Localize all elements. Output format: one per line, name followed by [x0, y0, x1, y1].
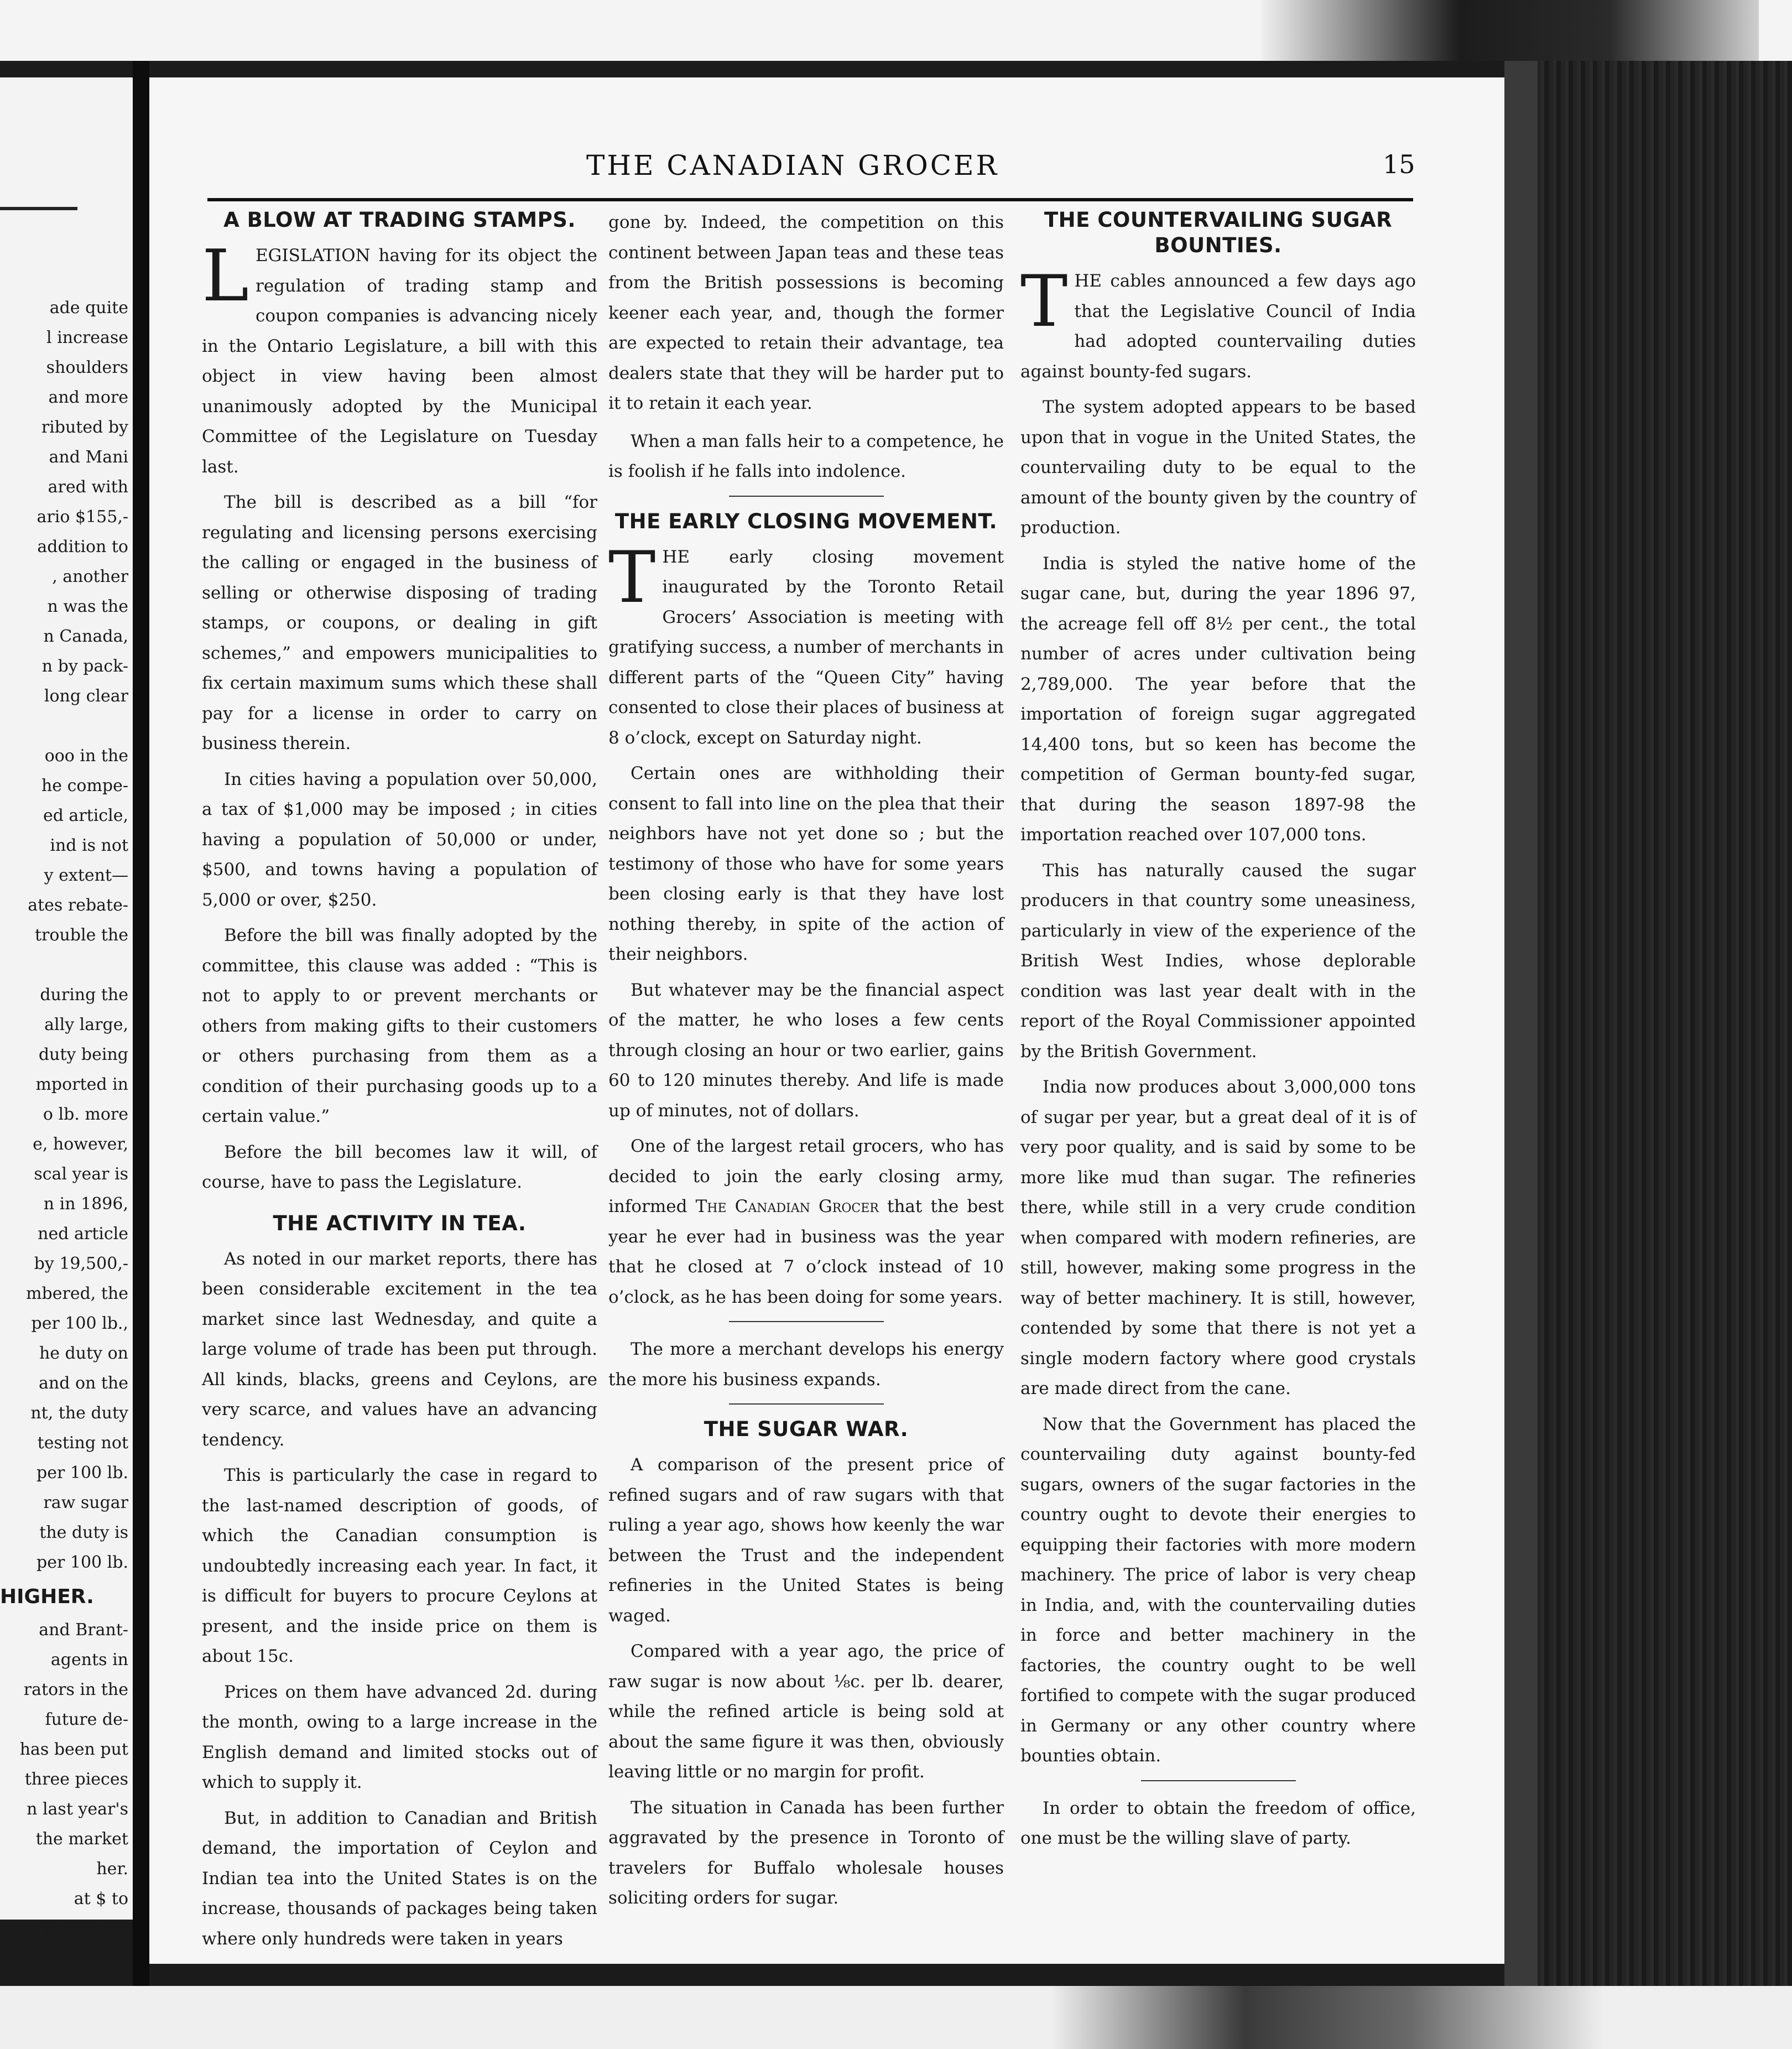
facing-page-line: three pieces	[24, 1770, 128, 1789]
facing-page-line	[0, 950, 133, 980]
facing-page-line: future de-	[45, 1710, 128, 1729]
facing-page-line: he compe-	[41, 776, 128, 795]
article-paragraph: The system adopted appears to be based upon that in vogue in the United States, the countervailing duty to be equal to the amount of the bounty given by the country of production.	[1020, 397, 1416, 538]
article-paragraph: One of the largest retail grocers, who has decided to join the early closing army, informed The Canadian Grocer that the best year he ever had in business was the year that he closed at 7 o’clock instead of 10 o’clock, as he has been doing for some years.	[608, 1136, 1004, 1307]
facing-page-line: ates rebate-	[28, 896, 128, 915]
facing-page-line: the market	[35, 1829, 128, 1849]
headline-trading-stamps: A BLOW AT TRADING STAMPS.	[223, 208, 576, 232]
facing-page-line: and on the	[39, 1374, 128, 1393]
facing-page-line: y extent—	[44, 866, 128, 885]
facing-page-line: n by pack-	[41, 657, 128, 676]
drop-cap: T	[1020, 261, 1068, 343]
facing-page-line: duty being	[38, 1045, 128, 1064]
header-rule	[207, 198, 1413, 201]
facing-page-line: o lb. more	[43, 1105, 128, 1124]
headline-activity-in-tea: THE ACTIVITY IN TEA.	[273, 1211, 527, 1235]
facing-page-rule	[0, 207, 77, 210]
separator-rule	[729, 1403, 884, 1405]
facing-page-line: agents in	[50, 1650, 128, 1670]
facing-page-line: addition to	[37, 537, 128, 557]
book-page-edges	[1504, 61, 1792, 1986]
facing-page-line: o, and -lb.	[44, 1919, 128, 1938]
facing-page-line: per 100 lb.	[37, 1553, 128, 1572]
page-number: 15	[1383, 149, 1415, 179]
scan-smear-bottom	[1051, 1986, 1604, 2049]
facing-page-line: has been put	[19, 1740, 128, 1759]
article-paragraph: THE early closing movement inaugurated by the Toronto Retail Grocers’ Association is meeting with gratifying success, a number of merchants in different parts of the “Queen City” having consented to close their places of business at 8 o’clock, except on Saturday night.	[608, 536, 1004, 748]
facing-page-line: trouble the	[35, 925, 128, 945]
facing-page-line: during the	[40, 985, 128, 1005]
column-1	[202, 207, 597, 1959]
facing-page-line: e, however,	[33, 1135, 128, 1154]
article-paragraph: India is styled the native home of the sugar cane, but, during the year 1896 97, the acreage fell off 8½ per cent., the total number of acres under cultivation being 2,789,000. The year before that the importation of foreign sugar aggregated 14,400 tons, but so keen has become the competition of German bounty-fed sugar, that during the season 1897-98 the importation reached over 107,000 tons.	[1020, 553, 1416, 845]
facing-page-line: shoulders	[46, 358, 128, 377]
article-paragraph: As noted in our market reports, there has been considerable excitement in the tea market since last Wednesday, and quite a large volume of trade has been put through. All kinds, blacks, greens and Ceylons, are very scarce, and values have an advancing tendency.	[202, 1249, 597, 1450]
article-paragraph: India now produces about 3,000,000 tons of sugar per year, but a great deal of it is of very poor quality, and is said by some to be more like mud than sugar. The refineries there, while still in a very crude condition when compared with modern refineries, are still, however, making some progress in the way of better machinery. It is still, however, contended by some that there is not yet a single modern factory where good crystals are made direct from the cane.	[1020, 1077, 1416, 1398]
article-paragraph: Compared with a year ago, the price of raw sugar is now about ⅛c. per lb. dearer, while the refined article is being sold at about the same figure it was then, obviously leaving little or no margin for profit.	[608, 1641, 1004, 1782]
article-paragraph: The bill is described as a bill “for regulating and licensing persons exercising the calling or engaged in the business of selling or otherwise disposing of trading stamps, or coupons, or dealing in gift schemes,” and empowers municipalities to fix certain maximum sums which these shall pay for a license in order to carry on business therein.	[202, 492, 597, 753]
facing-page-line: per 100 lb.,	[31, 1314, 128, 1333]
facing-page-line: mbered, the	[26, 1284, 128, 1303]
running-head-title: THE CANADIAN GROCER	[586, 149, 999, 181]
facing-page-line: by 19,500,-	[34, 1254, 128, 1273]
scan-bottom-margin	[0, 1986, 1792, 2049]
article-paragraph: But, in addition to Canadian and British demand, the importation of Ceylon and Indian tea into the United States is on the increase, thousands of packages being taken where only hundreds were taken in years	[202, 1808, 597, 1949]
facing-page-line: nt, the duty	[30, 1403, 128, 1423]
filler-quote: When a man falls heir to a competence, he is foolish if he falls into indolence.	[608, 431, 1004, 481]
headline-sugar-war: THE SUGAR WAR.	[704, 1417, 909, 1441]
facing-page-line: ributed by	[41, 418, 128, 437]
headline-countervailing-bounties: THE COUNTERVAILING SUGAR BOUNTIES.	[1044, 208, 1393, 257]
facing-page-line: n was the	[47, 597, 128, 616]
facing-page-line: rators in the	[23, 1680, 128, 1699]
article-paragraph: In cities having a population over 50,000, a tax of $1,000 may be imposed ; in cities having a population of 50,000 or under, $500, and towns having a population of 5,000 or over, $250.	[202, 769, 597, 910]
drop-cap: T	[608, 536, 656, 619]
filler-quote: In order to obtain the freedom of office, one must be the willing slave of party.	[1020, 1798, 1416, 1848]
facing-page-line: , another	[52, 567, 128, 586]
publication-name: The Canadian Grocer	[695, 1197, 879, 1216]
article-paragraph: A comparison of the present price of refined sugars and of raw sugars with that ruling a year ago, shows how keenly the war between the Trust and the independent refineries in the United States is being waged.	[608, 1455, 1004, 1626]
facing-page-line: ally large,	[44, 1015, 128, 1034]
facing-page-line	[0, 711, 133, 741]
facing-page-line: l increase	[46, 328, 128, 347]
facing-page-lines	[0, 293, 133, 1578]
facing-page-line: ed article,	[43, 806, 128, 825]
article-paragraph: Now that the Government has placed the countervailing duty against bounty-fed sugars, owners of the sugar factories in the country ought to devote their energies to equipping their factories with more modern machinery. The price of labor is very cheap in India, and, with the countervailing duties in force and better machinery in the factories, the country ought to be well fortified to compete with the sugar produced in Germany or any other country where bounties obtain.	[1020, 1414, 1416, 1766]
facing-page-line: raw sugar	[43, 1493, 128, 1512]
facing-page-line: long clear	[44, 687, 128, 706]
article-paragraph: The situation in Canada has been further aggravated by the presence in Toronto of travelers for Buffalo wholesale houses soliciting orders for sugar.	[608, 1797, 1004, 1908]
facing-page-line: ind is not	[50, 836, 128, 855]
facing-page-lines-2	[0, 1615, 133, 1944]
facing-page-line: ared with	[48, 477, 128, 497]
facing-page-line: n Canada,	[43, 627, 128, 646]
facing-page-line: and Mani	[49, 448, 128, 467]
article-paragraph: But whatever may be the financial aspect of the matter, he who loses a few cents through closing an hour or two earlier, gains 60 to 120 minutes thereby. And life is made up of minutes, not of dollars.	[608, 980, 1004, 1121]
scan-top-margin	[0, 0, 1792, 61]
facing-page-line: n last year's	[27, 1800, 128, 1819]
article-paragraph-continued: gone by. Indeed, the competition on this continent between Japan teas and these teas from the British possessions is becoming keener each year, and, though the former are expected to retain their advantage, tea dealers state that they will be harder put to it to retain it each year.	[608, 212, 1004, 413]
drop-cap: L	[202, 235, 249, 318]
headline-early-closing: THE EARLY CLOSING MOVEMENT.	[614, 509, 998, 533]
facing-page-heading: HIGHER.	[0, 1585, 94, 1608]
filler-quote: The more a merchant develops his energy the more his business expands.	[608, 1339, 1004, 1390]
article-paragraph: Certain ones are withholding their consent to fall into line on the plea that their neighbors have not yet done so ; but the testimony of those who have for some years been closing early is that they have lost nothing thereby, in spite of the action of their neighbors.	[608, 763, 1004, 964]
book-gutter	[133, 61, 149, 1986]
facing-page-line: and more	[48, 388, 128, 407]
article-paragraph: LEGISLATION having for its object the regulation of trading stamp and coupon companies is advancing nicely in the Ontario Legislature, a bill with this object in view having been almost unanimously adopted by the Municipal Committee of the Legislature on Tuesday last.	[202, 235, 597, 477]
column-2	[608, 207, 1004, 1919]
facing-page-line: ooo in the	[44, 746, 128, 766]
facing-page-line: he duty on	[39, 1344, 128, 1363]
facing-page-line: n in 1896,	[43, 1194, 128, 1214]
facing-page-line: and Brant-	[39, 1620, 128, 1640]
facing-page-fragment	[0, 77, 133, 1938]
facing-page-line: testing not	[37, 1433, 128, 1453]
article-paragraph: This is particularly the case in regard to the last-named description of goods, of which the Canadian consumption is undoubtedly increasing each year. In fact, it is difficult for buyers to procure Ceylons at present, and the inside price on them is about 15c.	[202, 1465, 597, 1666]
facing-page-line: her.	[96, 1859, 128, 1879]
column-3	[1020, 207, 1416, 1859]
separator-rule	[729, 496, 884, 497]
article-paragraph: Prices on them have advanced 2d. during the month, owing to a large increase in the English demand and limited stocks out of which to supply it.	[202, 1682, 597, 1792]
article-paragraph: This has naturally caused the sugar producers in that country some uneasiness, particularly in view of the experience of the British West Indies, whose deplorable condition was last year dealt with in the report of the Royal Commissioner appointed by the British Government.	[1020, 860, 1416, 1062]
facing-page-line: ario $155,-	[37, 507, 128, 527]
facing-page-line: ned article	[38, 1224, 128, 1244]
separator-rule	[1141, 1780, 1296, 1781]
separator-rule	[729, 1321, 884, 1322]
scan-smear	[1261, 0, 1759, 61]
article-paragraph: Before the bill becomes law it will, of course, have to pass the Legislature.	[202, 1142, 597, 1192]
facing-page-line: the duty is	[39, 1523, 128, 1542]
facing-page-line: per 100 lb.	[37, 1463, 128, 1483]
article-paragraph: THE cables announced a few days ago that the Legislative Council of India had adopted countervailing duties against bounty-fed sugars.	[1020, 261, 1416, 382]
facing-page-line: mported in	[35, 1075, 128, 1094]
facing-page-line: ade quite	[49, 298, 128, 318]
facing-page-line: scal year is	[34, 1164, 128, 1184]
article-paragraph: Before the bill was finally adopted by the committee, this clause was added : “This is not to apply to or prevent merchants or others from making gifts to their customers or others purchasing from them as a condition of their purchasing goods up to a certain value.”	[202, 925, 597, 1126]
facing-page-line: at $ to	[74, 1889, 128, 1908]
